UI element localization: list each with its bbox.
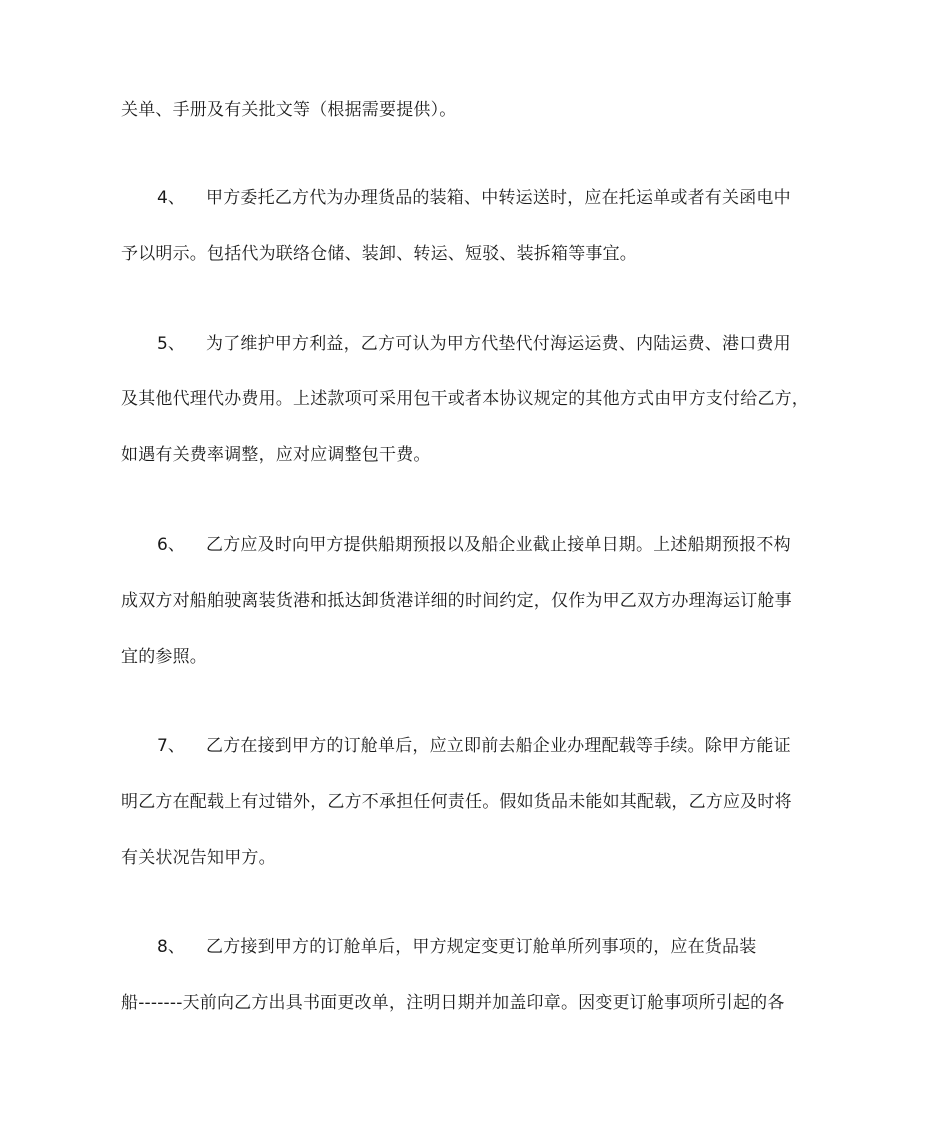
paragraph-continuation: 关单、手册及有关批文等（根据需要提供）。 bbox=[121, 100, 457, 120]
clause-7-line-2: 明乙方在配载上有过错外，乙方不承担任何责任。假如货品未能如其配载，乙方应及时将 bbox=[121, 792, 792, 812]
clause-6-line-3: 宜的参照。 bbox=[121, 647, 207, 667]
clause-6-line-1: 乙方应及时向甲方提供船期预报以及船企业截止接单日期。上述船期预报不构 bbox=[206, 535, 791, 555]
clause-7-number: 7、 bbox=[157, 736, 185, 756]
clause-6-number: 6、 bbox=[157, 535, 185, 555]
clause-8-line-2: 船-------天前向乙方出具书面更改单，注明日期并加盖印章。因变更订舱事项所引起的各 bbox=[121, 993, 785, 1013]
clause-8-number: 8、 bbox=[157, 937, 185, 957]
clause-8-line-1: 乙方接到甲方的订舱单后，甲方规定变更订舱单所列事项的，应在货品装 bbox=[206, 937, 757, 957]
clause-4-line-1: 甲方委托乙方代为办理货品的装箱、中转运送时，应在托运单或者有关函电中 bbox=[206, 188, 791, 208]
clause-5-line-1: 为了维护甲方利益，乙方可认为甲方代垫代付海运运费、内陆运费、港口费用 bbox=[206, 334, 791, 354]
clause-6-line-2: 成双方对船舶驶离装货港和抵达卸货港详细的时间约定，仅作为甲乙双方办理海运订舱事 bbox=[121, 591, 792, 611]
clause-7-line-1: 乙方在接到甲方的订舱单后，应立即前去船企业办理配载等手续。除甲方能证 bbox=[206, 736, 791, 756]
clause-4-line-2: 予以明示。包括代为联络仓储、装卸、转运、短驳、装拆箱等事宜。 bbox=[121, 244, 637, 264]
clause-7-line-3: 有关状况告知甲方。 bbox=[121, 848, 276, 868]
clause-5-line-2: 及其他代理代办费用。上述款项可采用包干或者本协议规定的其他方式由甲方支付给乙方， bbox=[121, 389, 809, 409]
clause-5-line-3: 如遇有关费率调整，应对应调整包干费。 bbox=[121, 445, 431, 465]
clause-4-number: 4、 bbox=[157, 188, 185, 208]
clause-5-number: 5、 bbox=[157, 334, 185, 354]
